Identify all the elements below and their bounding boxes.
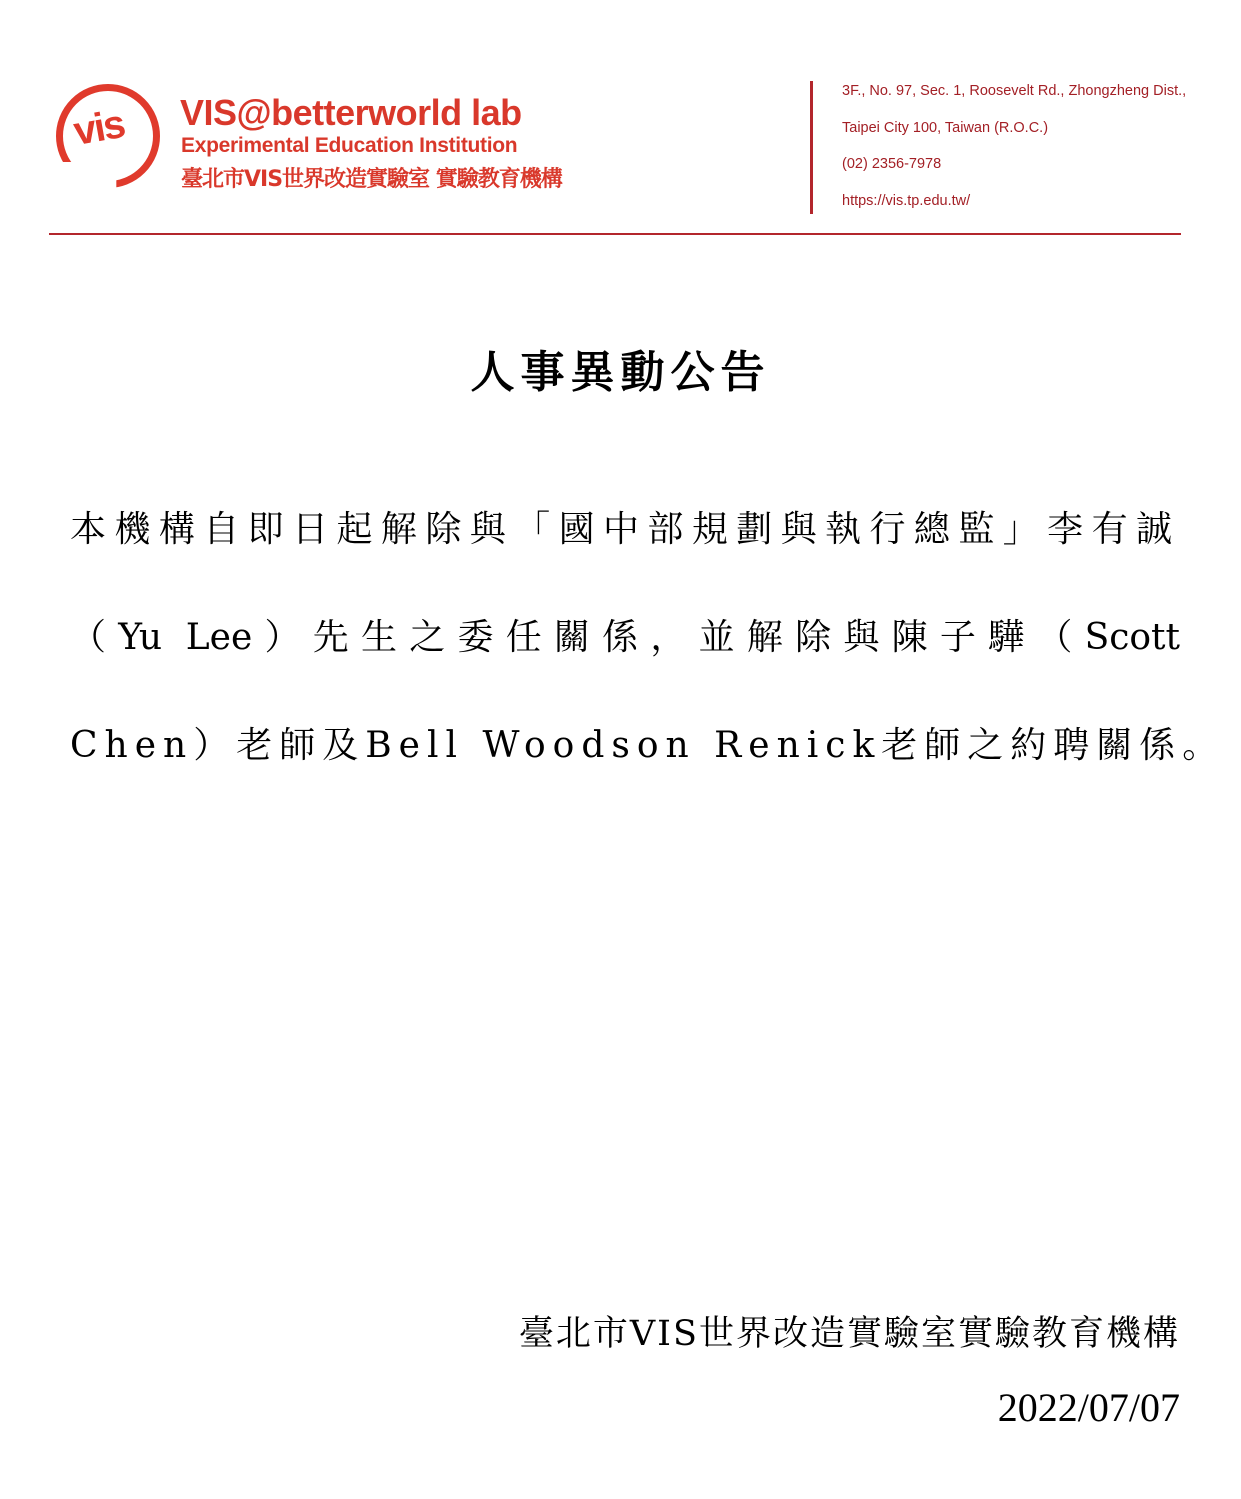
body-line-3: Chen）老師及Bell Woodson Renick老師之約聘關係。 [70, 725, 1226, 766]
institution-logo [52, 78, 562, 203]
body-line-1: 本機構自即日起解除與「國中部規劃與執行總監」李有誠 [70, 509, 1180, 550]
website-link[interactable]: https://vis.tp.edu.tw/ [842, 192, 971, 209]
address-line-2: Taipei City 100, Taiwan (R.O.C.) [842, 119, 1049, 136]
document-title: 人事異動公告 [470, 347, 771, 398]
address-line-1: 3F., No. 97, Sec. 1, Roosevelt Rd., Zhongzheng Dist., [842, 83, 1187, 99]
logo-chinese-name: 臺北市VIS世界改造實驗室 實驗教育機構 [181, 167, 562, 192]
logo-subtitle: Experimental Education Institution [181, 134, 518, 157]
body-line-2: （Yu Lee）先生之委任關係，並解除與陳子驊（Scott [70, 617, 1180, 658]
contact-info [842, 80, 1186, 226]
phone-number: (02) 2356-7978 [842, 156, 942, 172]
signature: 臺北市VIS世界改造實驗室實驗教育機構 [518, 1314, 1180, 1354]
header-divider-vertical [810, 81, 813, 214]
logo-name: VIS@betterworld lab [180, 92, 522, 133]
logo-mark: vis [70, 102, 127, 154]
document-date: 2022/07/07 [997, 1385, 1180, 1430]
header-divider [49, 233, 1181, 235]
